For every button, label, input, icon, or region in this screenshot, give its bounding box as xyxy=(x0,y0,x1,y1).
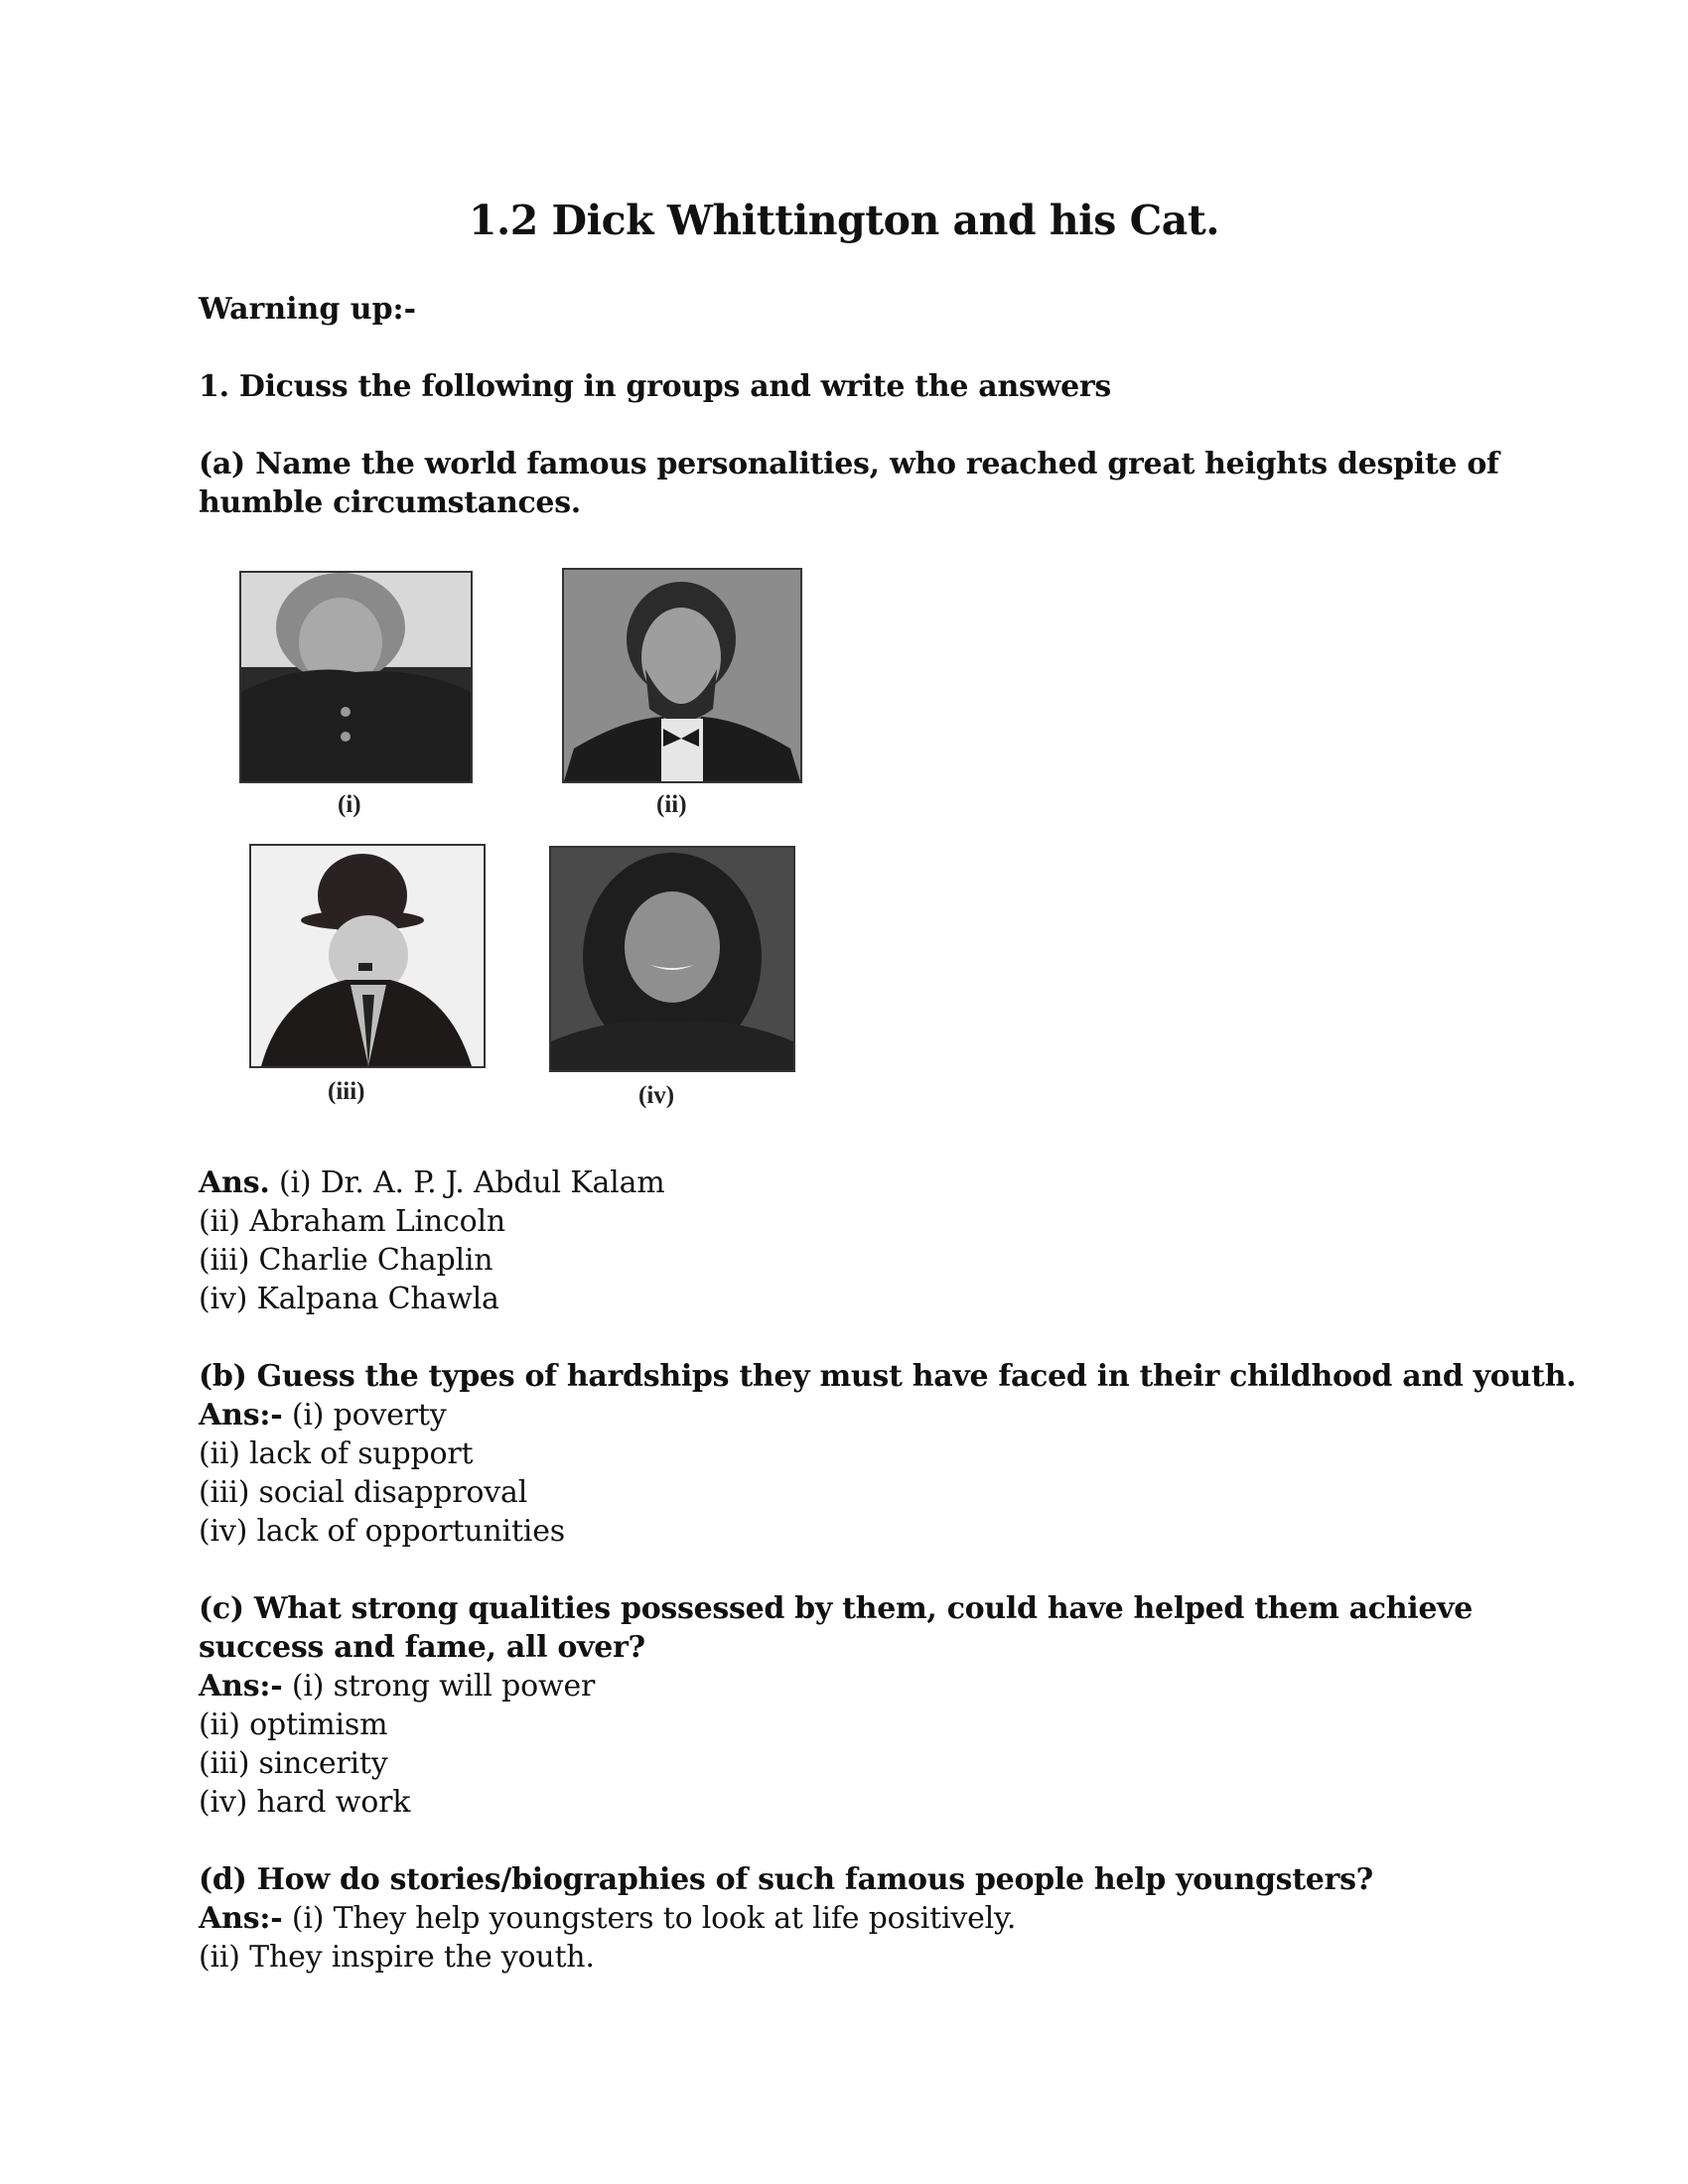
answer-item: (iii) sincerity xyxy=(199,1746,388,1781)
question-c-line2: success and fame, all over? xyxy=(199,1630,645,1665)
answer-label: Ans:- xyxy=(199,1398,283,1433)
answer-item: (i) Dr. A. P. J. Abdul Kalam xyxy=(278,1165,665,1200)
answer-b-line xyxy=(199,1396,447,1434)
question-d: (d) How do stories/biographies of such famous people help youngsters? xyxy=(199,1862,1373,1897)
exercise-heading: 1. Dicuss the following in groups and write the answers xyxy=(199,369,1111,404)
question-c-line1: (c) What strong qualities possessed by them, could have helped them achieve xyxy=(199,1591,1474,1626)
question-a-line1: (a) Name the world famous personalities, who reached great heights despite of xyxy=(199,447,1499,481)
question-a-line2: humble circumstances. xyxy=(199,485,581,520)
answer-item: (i) poverty xyxy=(291,1398,447,1433)
answer-item: (ii) optimism xyxy=(199,1707,388,1742)
answer-label: Ans:- xyxy=(199,1901,283,1936)
answer-d-line xyxy=(199,1899,1016,1938)
answer-label: Ans:- xyxy=(199,1669,283,1704)
question-b: (b) Guess the types of hardships they must have faced in their childhood and youth. xyxy=(199,1359,1577,1394)
answer-item: (ii) They inspire the youth. xyxy=(199,1940,595,1975)
photo-caption-ii: (ii) xyxy=(656,791,687,818)
answer-label: Ans. xyxy=(199,1165,270,1200)
photo-caption-iii: (iii) xyxy=(328,1078,365,1105)
photo-caption-iv: (iv) xyxy=(638,1082,675,1109)
answer-a-line xyxy=(199,1163,665,1202)
answer-item: (i) strong will power xyxy=(291,1669,596,1704)
answer-item: (ii) lack of support xyxy=(199,1436,474,1471)
answer-item: (iv) lack of opportunities xyxy=(199,1514,565,1549)
answer-item: (ii) Abraham Lincoln xyxy=(199,1204,506,1239)
answer-item: (iv) hard work xyxy=(199,1785,411,1820)
photo-caption-i: (i) xyxy=(338,791,361,818)
answer-item: (i) They help youngsters to look at life positively. xyxy=(291,1901,1017,1936)
answer-item: (iii) social disapproval xyxy=(199,1475,528,1510)
portrait-photo-lincoln xyxy=(562,568,802,783)
answer-c-line xyxy=(199,1667,595,1706)
portrait-photo-chawla xyxy=(549,846,795,1072)
answer-item: (iii) Charlie Chaplin xyxy=(199,1243,493,1278)
answer-item: (iv) Kalpana Chawla xyxy=(199,1282,499,1316)
portrait-photo-chaplin xyxy=(249,844,486,1068)
page-title: 1.2 Dick Whittington and his Cat. xyxy=(468,197,1220,244)
portrait-photo-kalam xyxy=(239,571,473,783)
warmup-heading: Warning up:- xyxy=(199,292,417,327)
